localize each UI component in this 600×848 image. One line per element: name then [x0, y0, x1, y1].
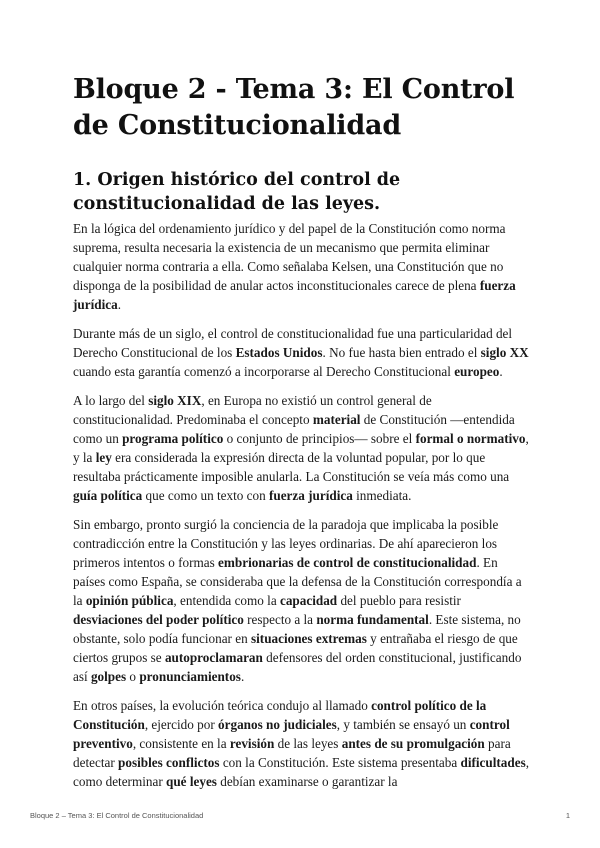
text-run: para detectar: [73, 736, 511, 770]
bold-term: qué leyes: [166, 774, 217, 789]
body-paragraph: [73, 219, 529, 314]
body-paragraph: [73, 391, 529, 505]
footer-title: Bloque 2 – Tema 3: El Control de Constitucionalidad: [30, 811, 204, 820]
bold-term: europeo: [454, 364, 500, 379]
text-run: y entrañaba el riesgo de que ciertos grupos se: [73, 631, 518, 665]
text-run: o conjunto de principios— sobre el: [223, 431, 416, 446]
page-number: 1: [565, 811, 570, 820]
document-title: Bloque 2 - Tema 3: El Control de Constitucionalidad: [73, 74, 515, 141]
text-run: , en Europa no existió un control general de constitucionalidad. Predominaba el concepto: [73, 393, 432, 427]
bold-term: posibles conflictos: [118, 755, 220, 770]
bold-term: programa político: [122, 431, 224, 446]
section-heading: 1. Origen histórico del control de constitucionalidad de las leyes.: [73, 170, 401, 214]
text-run: En la lógica del ordenamiento jurídico y del papel de la Constitución como norma suprema, resulta necesaria la existencia de un mecanismo que permita eliminar cualquier norma contraria a ella. Como señalaba Kelsen, una Constitución que no disponga de la posibilidad de anular actos inconstitucionales carece de plena: [73, 221, 506, 293]
bold-term: siglo XIX: [148, 393, 202, 408]
text-run: .: [117, 297, 121, 312]
text-run: respecto a la: [243, 612, 317, 627]
bold-term: pronunciamientos: [139, 669, 241, 684]
bold-term: guía política: [73, 488, 143, 503]
text-run: o: [126, 669, 140, 684]
body-paragraph: [73, 515, 529, 686]
text-run: del pueblo para resistir: [337, 593, 461, 608]
text-run: A lo largo del: [73, 393, 149, 408]
text-run: inmediata.: [352, 488, 412, 503]
bold-term: capacidad: [279, 593, 338, 608]
bold-term: formal o normativo: [415, 431, 526, 446]
bold-term: opinión pública: [85, 593, 174, 608]
bold-term: revisión: [229, 736, 275, 751]
text-run: , entendida como la: [173, 593, 280, 608]
bold-term: situaciones extremas: [251, 631, 367, 646]
text-run: . Este sistema, no obstante, solo podía funcionar en: [73, 612, 521, 646]
text-run: . No fue hasta bien entrado el: [322, 345, 481, 360]
text-run: , y también se ensayó un: [336, 717, 470, 732]
page-footer: [30, 811, 570, 823]
bold-term: autoproclamaran: [164, 650, 263, 665]
text-run: con la Constitución. Este sistema presentaba: [219, 755, 461, 770]
text-run: . En países como España, se consideraba que la defensa de la Constitución correspondía a la: [73, 555, 522, 608]
bold-term: fuerza jurídica: [73, 278, 516, 312]
text-run: Sin embargo, pronto surgió la conciencia de la paradoja que implicaba la posible contradicción entre la Constitución y las leyes ordinarias. De ahí aparecieron los primeros intentos o formas: [73, 517, 499, 570]
bold-term: fuerza jurídica: [268, 488, 353, 503]
bold-term: antes de su promulgación: [341, 736, 485, 751]
bold-term: material: [312, 412, 361, 427]
text-run: de Constitución —entendida como un: [73, 412, 515, 446]
text-run: Durante más de un siglo, el control de constitucionalidad fue una particularidad del Derecho Constitucional de los: [73, 326, 513, 360]
text-run: , ejercido por: [144, 717, 219, 732]
text-run: .: [240, 669, 245, 684]
text-run: , como determinar: [73, 755, 530, 789]
bold-term: embrionarias de control de constitucionalidad: [218, 555, 477, 570]
bold-term: golpes: [90, 669, 127, 684]
document-body: [73, 219, 529, 801]
body-paragraph: [73, 696, 529, 791]
text-run: debían examinarse o garantizar la: [216, 774, 398, 789]
bold-term: control político de la Constitución: [73, 698, 487, 732]
text-run: En otros países, la evolución teórica condujo al llamado: [73, 698, 372, 713]
text-run: de las leyes: [274, 736, 342, 751]
bold-term: Estados Unidos: [235, 345, 323, 360]
text-run: , consistente en la: [132, 736, 230, 751]
bold-term: ley: [95, 450, 112, 465]
text-run: defensores del orden constitucional, justificando así: [73, 650, 522, 684]
bold-term: control preventivo: [73, 717, 510, 751]
body-paragraph: [73, 324, 529, 381]
bold-term: norma fundamental: [316, 612, 429, 627]
bold-term: órganos no judiciales: [218, 717, 337, 732]
text-run: .: [499, 364, 503, 379]
bold-term: dificultades: [460, 755, 526, 770]
bold-term: desviaciones del poder político: [73, 612, 244, 627]
bold-term: siglo XX: [480, 345, 529, 360]
text-run: , y la: [73, 431, 529, 465]
text-run: que como un texto con: [142, 488, 269, 503]
text-run: era considerada la expresión directa de la voluntad popular, por lo que resultaba prácticamente imposible anularla. La Constitución se veía más como una: [73, 450, 510, 484]
text-run: cuando esta garantía comenzó a incorporarse al Derecho Constitucional: [73, 364, 455, 379]
